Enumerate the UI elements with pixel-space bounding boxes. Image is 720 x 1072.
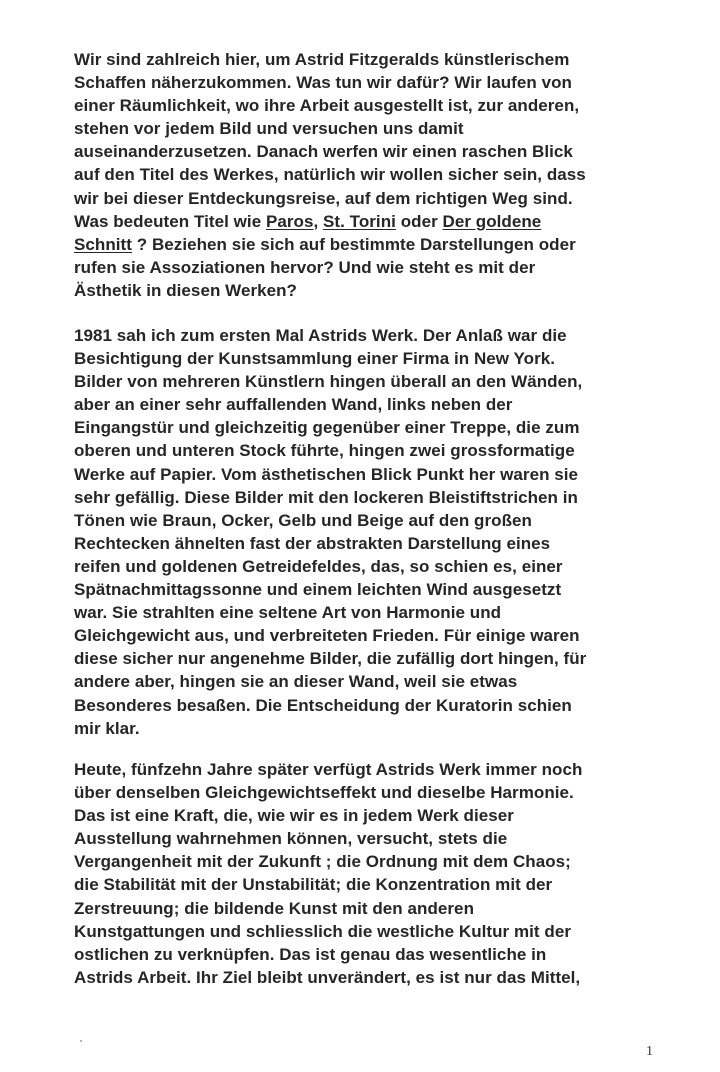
text-line xyxy=(74,48,674,71)
text-line xyxy=(74,509,674,532)
text-line xyxy=(74,163,674,186)
text-segment: oberen und unteren Stock führte, hingen zwei grossformatige xyxy=(74,441,575,461)
text-line xyxy=(74,555,674,578)
text-segment: Spätnachmittagssonne und einem leichten Wind ausgesetzt xyxy=(74,580,562,600)
text-line xyxy=(74,850,674,873)
text-line xyxy=(74,647,674,670)
text-line xyxy=(74,717,674,740)
text-line xyxy=(74,532,674,555)
text-segment: oder xyxy=(395,211,443,231)
underlined-title: Paros xyxy=(265,211,314,231)
text-segment: Gleichgewicht aus, und verbreiteten Frieden. Für einige waren xyxy=(74,626,580,646)
text-segment: Heute, fünfzehn Jahre später verfügt Astrids Werk immer noch xyxy=(74,760,583,779)
text-segment: Besonderes besaßen. Die Entscheidung der Kuratorin schien xyxy=(74,695,572,715)
text-line xyxy=(74,370,674,393)
text-segment: mir klar. xyxy=(74,718,140,738)
text-segment: ? Beziehen sie sich auf bestimmte Darstellungen oder xyxy=(131,234,576,254)
text-segment: war. Sie strahlten eine seltene Art von Harmonie und xyxy=(74,603,502,623)
text-segment: Wir sind zahlreich hier, um Astrid Fitzgeralds künstlerischem xyxy=(74,50,570,69)
text-line xyxy=(74,486,674,509)
scan-speck xyxy=(80,1040,82,1042)
text-line xyxy=(74,439,674,462)
text-line xyxy=(74,71,674,94)
text-segment: Ästhetik in diesen Werken? xyxy=(74,280,297,300)
text-segment: Zerstreuung; die bildende Kunst mit den anderen xyxy=(74,898,474,918)
text-segment: Rechtecken ähnelten fast der abstrakten Darstellung eines xyxy=(74,533,551,553)
text-line xyxy=(74,804,674,827)
text-segment: ostlichen zu verknüpfen. Das ist genau das wesentliche in xyxy=(74,944,547,964)
text-line xyxy=(74,670,674,693)
text-line xyxy=(74,827,674,850)
paragraph-today xyxy=(74,758,674,989)
text-segment: diese sicher nur angenehme Bilder, die zufällig dort hingen, für xyxy=(74,649,587,669)
text-line xyxy=(74,601,674,624)
text-segment: Werke auf Papier. Vom ästhetischen Blick Punkt her waren sie xyxy=(74,464,579,484)
underlined-title: St. Torini xyxy=(323,211,396,231)
text-segment: sehr gefällig. Diese Bilder mit den lockeren Bleistiftstrichen in xyxy=(74,487,578,507)
text-segment: Was bedeuten Titel wie xyxy=(74,211,266,231)
underlined-title: Der goldene xyxy=(442,211,542,231)
text-segment: einer Räumlichkeit, wo ihre Arbeit ausgestellt ist, zur anderen, xyxy=(74,96,580,116)
text-segment: Kunstgattungen und schliesslich die westliche Kultur mit der xyxy=(74,921,572,941)
text-segment: stehen vor jedem Bild und versuchen uns damit xyxy=(74,119,464,139)
text-line xyxy=(74,279,674,302)
text-line xyxy=(74,117,674,140)
text-segment: auf den Titel des Werkes, natürlich wir wollen sicher sein, dass xyxy=(74,165,586,185)
text-line xyxy=(74,943,674,966)
text-line xyxy=(74,624,674,647)
text-segment: Schaffen näherzukommen. Was tun wir dafür? Wir laufen von xyxy=(74,73,572,93)
text-line xyxy=(74,324,674,347)
text-line xyxy=(74,347,674,370)
text-line xyxy=(74,694,674,717)
text-line xyxy=(74,393,674,416)
text-segment: aber an einer sehr auffallenden Wand, links neben der xyxy=(74,395,513,415)
text-line xyxy=(74,233,674,256)
text-segment: über denselben Gleichgewichtseffekt und dieselbe Harmonie. xyxy=(74,783,574,803)
text-line xyxy=(74,256,674,279)
text-segment: 1981 sah ich zum ersten Mal Astrids Werk. Der Anlaß war die xyxy=(74,326,567,345)
text-line xyxy=(74,210,674,233)
text-segment: Besichtigung der Kunstsammlung einer Firma in New York. xyxy=(74,349,556,369)
text-line xyxy=(74,920,674,943)
text-line xyxy=(74,463,674,486)
page-number: 1 xyxy=(646,1044,653,1059)
text-segment: wir bei dieser Entdeckungsreise, auf dem richtigen Weg sind. xyxy=(74,188,573,208)
text-segment: andere aber, hingen sie an dieser Wand, weil sie etwas xyxy=(74,672,518,692)
text-line xyxy=(74,94,674,117)
text-line xyxy=(74,781,674,804)
text-segment: die Stabilität mit der Unstabilität; die Konzentration mit der xyxy=(74,875,553,895)
text-segment: Astrids Arbeit. Ihr Ziel bleibt unverändert, es ist nur das Mittel, xyxy=(74,967,581,987)
text-segment: reifen und goldenen Getreidefeldes, das, so schien es, einer xyxy=(74,556,563,576)
text-line xyxy=(74,966,674,989)
text-line xyxy=(74,758,674,781)
text-segment: Das ist eine Kraft, die, wie wir es in jedem Werk dieser xyxy=(74,806,514,826)
text-segment: Bilder von mehreren Künstlern hingen überall an den Wänden, xyxy=(74,372,583,392)
text-segment: auseinanderzusetzen. Danach werfen wir einen raschen Blick xyxy=(74,142,573,162)
text-line xyxy=(74,578,674,601)
text-segment: rufen sie Assoziationen hervor? Und wie steht es mit der xyxy=(74,257,536,277)
text-segment: Ausstellung wahrnehmen können, versucht, stets die xyxy=(74,829,508,849)
underlined-title: Schnitt xyxy=(74,234,132,254)
text-segment: Tönen wie Braun, Ocker, Gelb und Beige auf den großen xyxy=(74,510,532,530)
text-segment: , xyxy=(313,211,324,231)
text-segment: Eingangstür und gleichzeitig gegenüber einer Treppe, die zum xyxy=(74,418,580,438)
text-line xyxy=(74,416,674,439)
text-line xyxy=(74,140,674,163)
paragraph-1981 xyxy=(74,324,674,740)
text-line xyxy=(74,187,674,210)
text-line xyxy=(74,873,674,896)
paragraph-intro xyxy=(74,48,674,302)
text-line xyxy=(74,897,674,920)
text-segment: Vergangenheit mit der Zukunft ; die Ordnung mit dem Chaos; xyxy=(74,852,571,872)
